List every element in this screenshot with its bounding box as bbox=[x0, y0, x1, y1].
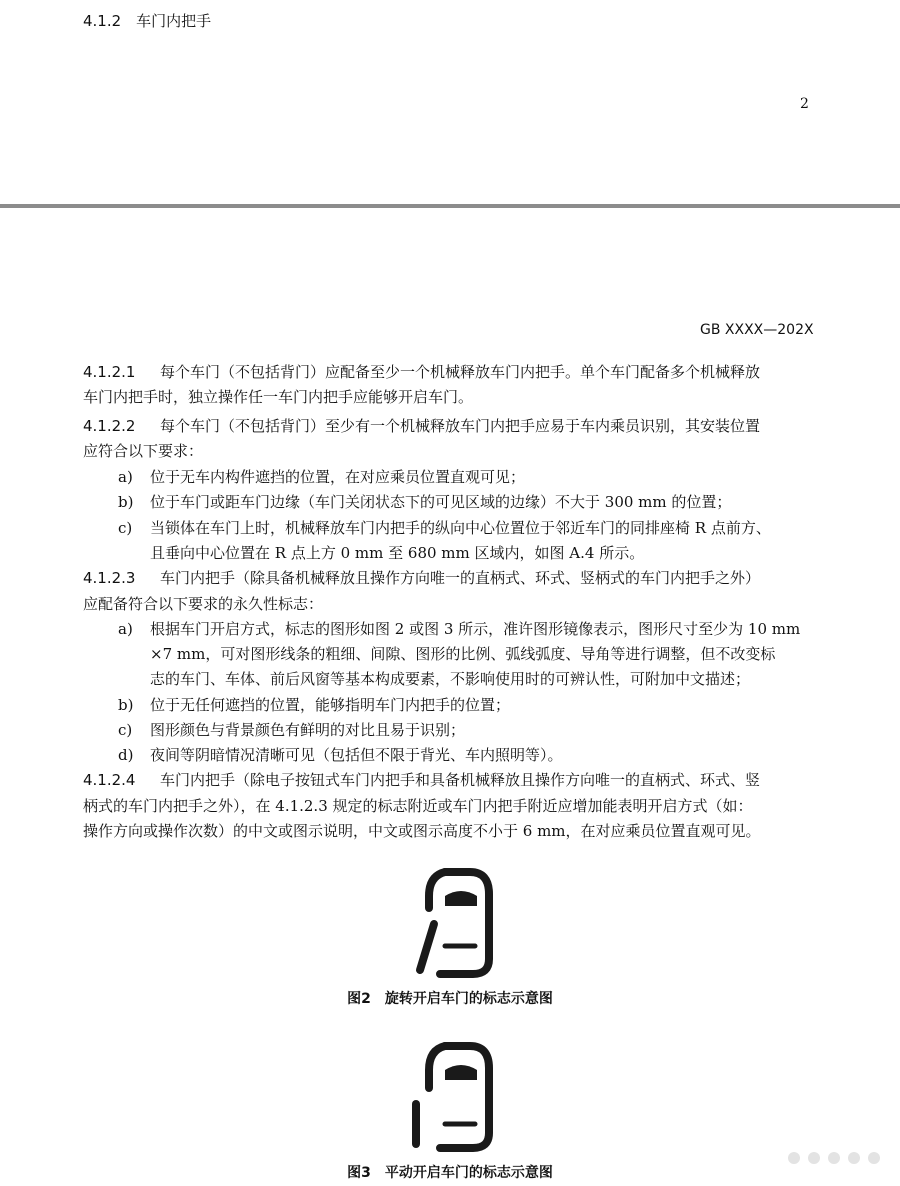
list-marker: c) bbox=[118, 721, 133, 739]
list-item-text: 且垂向中心位置在 R 点上方 0 mm 至 680 mm 区域内，如图 A.4 所示。 bbox=[150, 544, 645, 562]
list-item-text: ×7 mm，可对图形线条的粗细、间隙、图形的比例、弧线弧度、导角等进行调整，但不改变标 bbox=[150, 645, 776, 663]
clause-text: 应符合以下要求： bbox=[83, 442, 204, 460]
clause-number: 4.1.2.2 bbox=[83, 417, 136, 435]
figure-2-caption: 图2 旋转开启车门的标志示意图 bbox=[347, 991, 553, 1007]
list-item-text: 夜间等阴暗情况清晰可见（包括但不限于背光、车内照明等）。 bbox=[150, 746, 563, 764]
list-marker: d) bbox=[118, 746, 134, 764]
list-marker: c) bbox=[118, 519, 133, 537]
list-item-text: 根据车门开启方式，标志的图形如图 2 或图 3 所示，准许图形镜像表示，图形尺寸至少为 10 mm bbox=[150, 620, 801, 638]
clause-text: 车门内把手（除具备机械释放且操作方向唯一的直柄式、环式、竖柄式的车门内把手之外） bbox=[160, 569, 761, 587]
sliding-door-car-icon bbox=[400, 1038, 500, 1154]
list-marker: b) bbox=[118, 493, 134, 511]
list-item-text: 位于车门或距车门边缘（车门关闭状态下的可见区域的边缘）不大于 300 mm 的位置； bbox=[150, 493, 732, 511]
list-marker: a) bbox=[118, 620, 133, 638]
list-marker: b) bbox=[118, 696, 134, 714]
page-number: 2 bbox=[800, 96, 809, 112]
list-item-text: 位于无任何遮挡的位置，能够指明车门内把手的位置； bbox=[150, 696, 511, 714]
clause-text: 柄式的车门内把手之外），在 4.1.2.3 规定的标志附近或车门内把手附近应增加能表明开启方式（如： bbox=[83, 797, 753, 815]
watermark-logo bbox=[784, 1148, 894, 1168]
page-divider bbox=[0, 204, 900, 208]
list-item-text: 志的车门、车体、前后风窗等基本构成要素，不影响使用时的可辨认性，可附加中文描述； bbox=[150, 670, 751, 688]
list-item-text: 当锁体在车门上时，机械释放车门内把手的纵向中心位置位于邻近车门的同排座椅 R 点前方、 bbox=[150, 519, 771, 537]
clause-text: 操作方向或操作次数）的中文或图示说明，中文或图示高度不小于 6 mm，在对应乘员位置直观可见。 bbox=[83, 822, 761, 840]
section-heading: 4.1.2 车门内把手 bbox=[83, 12, 212, 30]
clause-text: 每个车门（不包括背门）至少有一个机械释放车门内把手应易于车内乘员识别，其安装位置 bbox=[160, 417, 761, 435]
clause-text: 每个车门（不包括背门）应配备至少一个机械释放车门内把手。单个车门配备多个机械释放 bbox=[160, 363, 761, 381]
clause-text: 车门内把手（除电子按钮式车门内把手和具备机械释放且操作方向唯一的直柄式、环式、竖 bbox=[160, 771, 761, 789]
list-marker: a) bbox=[118, 468, 133, 486]
list-item-text: 图形颜色与背景颜色有鲜明的对比且易于识别； bbox=[150, 721, 466, 739]
clause-number: 4.1.2.4 bbox=[83, 771, 136, 789]
clause-text: 应配备符合以下要求的永久性标志： bbox=[83, 595, 324, 613]
clause-number: 4.1.2.1 bbox=[83, 363, 136, 381]
clause-text: 车门内把手时，独立操作任一车门内把手应能够开启车门。 bbox=[83, 388, 474, 406]
document-code: GB XXXX—202X bbox=[700, 322, 814, 338]
figure-3-caption: 图3 平动开启车门的标志示意图 bbox=[347, 1165, 553, 1181]
rotating-door-car-icon bbox=[400, 864, 500, 980]
clause-number: 4.1.2.3 bbox=[83, 569, 136, 587]
list-item-text: 位于无车内构件遮挡的位置，在对应乘员位置直观可见； bbox=[150, 468, 526, 486]
